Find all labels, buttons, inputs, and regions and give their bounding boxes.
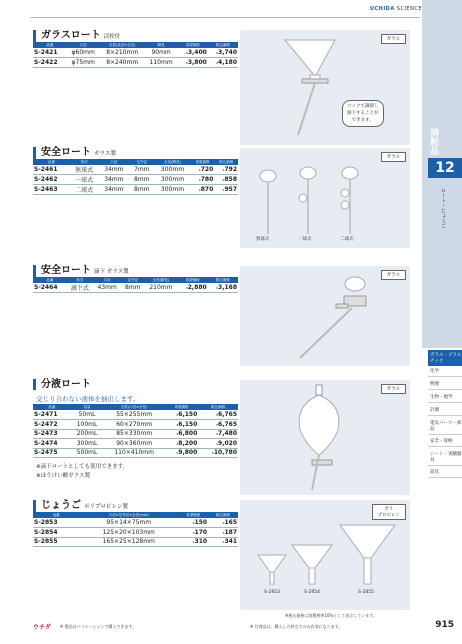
table-safety-funnel: 品番 形式 口径 足外径 全長(脚長) 希望価格 税込価格 S-2461 無球式 34mm 7mm 300mm ¥720 ¥792 S-2462 一球式 34mm 8mm 300mm ¥780 ¥858 S-2463 二球式 34mm 8mm 300mm ¥870 ¥957: [34, 159, 237, 194]
dropping-funnel-photo: [240, 266, 410, 366]
sidebar-item-electric-parts[interactable]: 電気パーツ・部品: [428, 418, 462, 435]
table-row: S-2421 φ60mm 8×210mm 90mm ¥3,400 ¥3,740: [34, 49, 237, 56]
material-tag: ポリ プロピレン: [372, 504, 406, 520]
material-tag: ガラス: [381, 152, 406, 162]
table-row: S-2463 二球式 34mm 8mm 300mm ¥870 ¥957: [34, 186, 237, 194]
footer-logo: ウチダ: [33, 624, 51, 631]
table-plastic-funnel: 品番 口径×足外径×全長(mm) 希望価格 税込価格 S-2853 95×14×75mm ¥150 ¥165 S-2854 125×20×103mm ¥170 ¥187 S-2855 165×25×128mm ¥310 ¥341: [34, 512, 237, 546]
table-row: S-2474 300mL 90×360mm ¥8,200 ¥9,020: [34, 439, 237, 447]
glass-funnel-photo: [240, 30, 410, 145]
photo-label: 無球式: [256, 237, 270, 242]
sidebar-chapter-number: 12: [428, 158, 462, 178]
section-title-plastic-funnel: じょうご ポリプロピレン製: [33, 500, 128, 513]
section-title-separatory-funnel: 分液ロート: [33, 379, 91, 390]
table-row: S-2854 125×20×103mm ¥170 ¥187: [34, 528, 237, 536]
section-title-safety-funnel: 安全ロート ガラス製: [33, 147, 116, 160]
sidebar-item-biology[interactable]: 生物・地学: [428, 392, 462, 403]
separatory-funnel-illustration: [240, 380, 410, 495]
table-row: S-2855 165×25×128mm ¥310 ¥341: [34, 538, 237, 546]
callout-bubble: コックで調節し 滴下することが できます。: [342, 100, 384, 127]
glass-funnel-illustration: [240, 30, 410, 145]
section-title-dropping-funnel: 安全ロート 滴下 ガラス製: [33, 265, 129, 278]
material-tag: ガラス: [381, 34, 406, 44]
table-row: S-2475 500mL 110×410mm ¥9,800 ¥10,780: [34, 449, 237, 457]
sidebar-item-physics[interactable]: 物理: [428, 379, 462, 390]
photo-label: S-2853: [264, 590, 280, 595]
table-row: S-2464 滴下式 43mm 8mm 210mm ¥2,880 ¥3,168: [34, 284, 237, 292]
sidebar-item-chemistry[interactable]: 化学: [428, 366, 462, 377]
brand-label: UCHIDA SCIENCE: [369, 6, 422, 12]
safety-funnel-photo: [240, 148, 410, 248]
sidebar-item-misc[interactable]: 話具: [428, 467, 462, 478]
note-text: ※滴下ロートとしても使用できます。: [36, 464, 129, 470]
note-text: ※ほうけい酸ガラス製: [36, 473, 90, 479]
table-row: S-2471 50mL 55×255mm ¥6,150 ¥6,765: [34, 411, 237, 418]
photo-label: 二球式: [340, 237, 354, 242]
footer-note: ※ 製品はバリエーションで購入できます。: [60, 624, 137, 629]
dropping-funnel-illustration: [240, 266, 410, 366]
table-row: S-2472 100mL 60×270mm ¥6,150 ¥6,765: [34, 420, 237, 428]
footer-tax-note: ※税込価格は消費税率10%として表示しています。: [285, 613, 377, 618]
table-separatory-funnel: 品番 容量 全長(口径×全長) 希望価格 税込価格 S-2471 50mL 55×255mm ¥6,150 ¥6,765 S-2472 100mL 60×270mm ¥6,150 ¥6,765 S-2473 200mL 85×330mm ¥6,800 ¥7,480 S-2474 300mL 90×360mm ¥8,200 ¥9,020 S-2475 500mL 110×410mm ¥9,800 ¥10,780: [34, 404, 237, 457]
photo-label: 一球式: [298, 237, 312, 242]
section-description: 交じり合わない液体を抽出します。: [36, 395, 140, 403]
sidebar-item-measurement[interactable]: 計測: [428, 405, 462, 416]
table-row: S-2461 無球式 34mm 7mm 300mm ¥720 ¥792: [34, 166, 237, 174]
plastic-funnel-photo: [240, 500, 410, 610]
section-title-glass-funnel: ガラスロート 活栓付: [33, 30, 120, 43]
table-glass-funnel: 品番 口径 全長(足径×全長) 脚長 希望価格 税込価格 S-2421 φ60mm 8×210mm 90mm ¥3,400 ¥3,740 S-2422 φ75mm 8×240mm 110mm ¥3,800 ¥4,180: [34, 42, 237, 66]
material-tag: ガラス: [381, 270, 406, 280]
table-row: S-2853 95×14×75mm ¥150 ¥165: [34, 519, 237, 526]
table-dropping-funnel: 品番 形式 口径 足外径 全長(脚長) 希望価格 税込価格 S-2464 滴下式 43mm 8mm 210mm ¥2,880 ¥3,168: [34, 277, 237, 292]
table-row: S-2473 200mL 85×330mm ¥6,800 ¥7,480: [34, 430, 237, 438]
sidebar-item-glass-plastic[interactable]: ガラス・プラスチック: [428, 350, 462, 366]
sidebar-item-sheets[interactable]: シート・実験器具: [428, 449, 462, 466]
separatory-funnel-photo: [240, 380, 410, 495]
table-row: S-2422 φ75mm 8×240mm 110mm ¥3,800 ¥4,180: [34, 58, 237, 66]
sidebar-category-title: 消耗品: [428, 128, 438, 155]
photo-label: S-2854: [304, 590, 320, 595]
material-tag: ガラス: [381, 384, 406, 394]
photo-label: S-2855: [358, 590, 374, 595]
page-number: 915: [435, 620, 454, 630]
sidebar-item-safety[interactable]: 安全・収納: [428, 436, 462, 447]
page-header: [30, 0, 420, 18]
table-row: S-2462 一球式 34mm 8mm 300mm ¥780 ¥858: [34, 176, 237, 184]
safety-funnel-illustration: [240, 148, 410, 248]
footer-note: ※ 付商品は、購入した時点でのみ有効になります。: [250, 624, 343, 629]
sidebar-subtitle: ロート・じょうご: [440, 188, 446, 228]
